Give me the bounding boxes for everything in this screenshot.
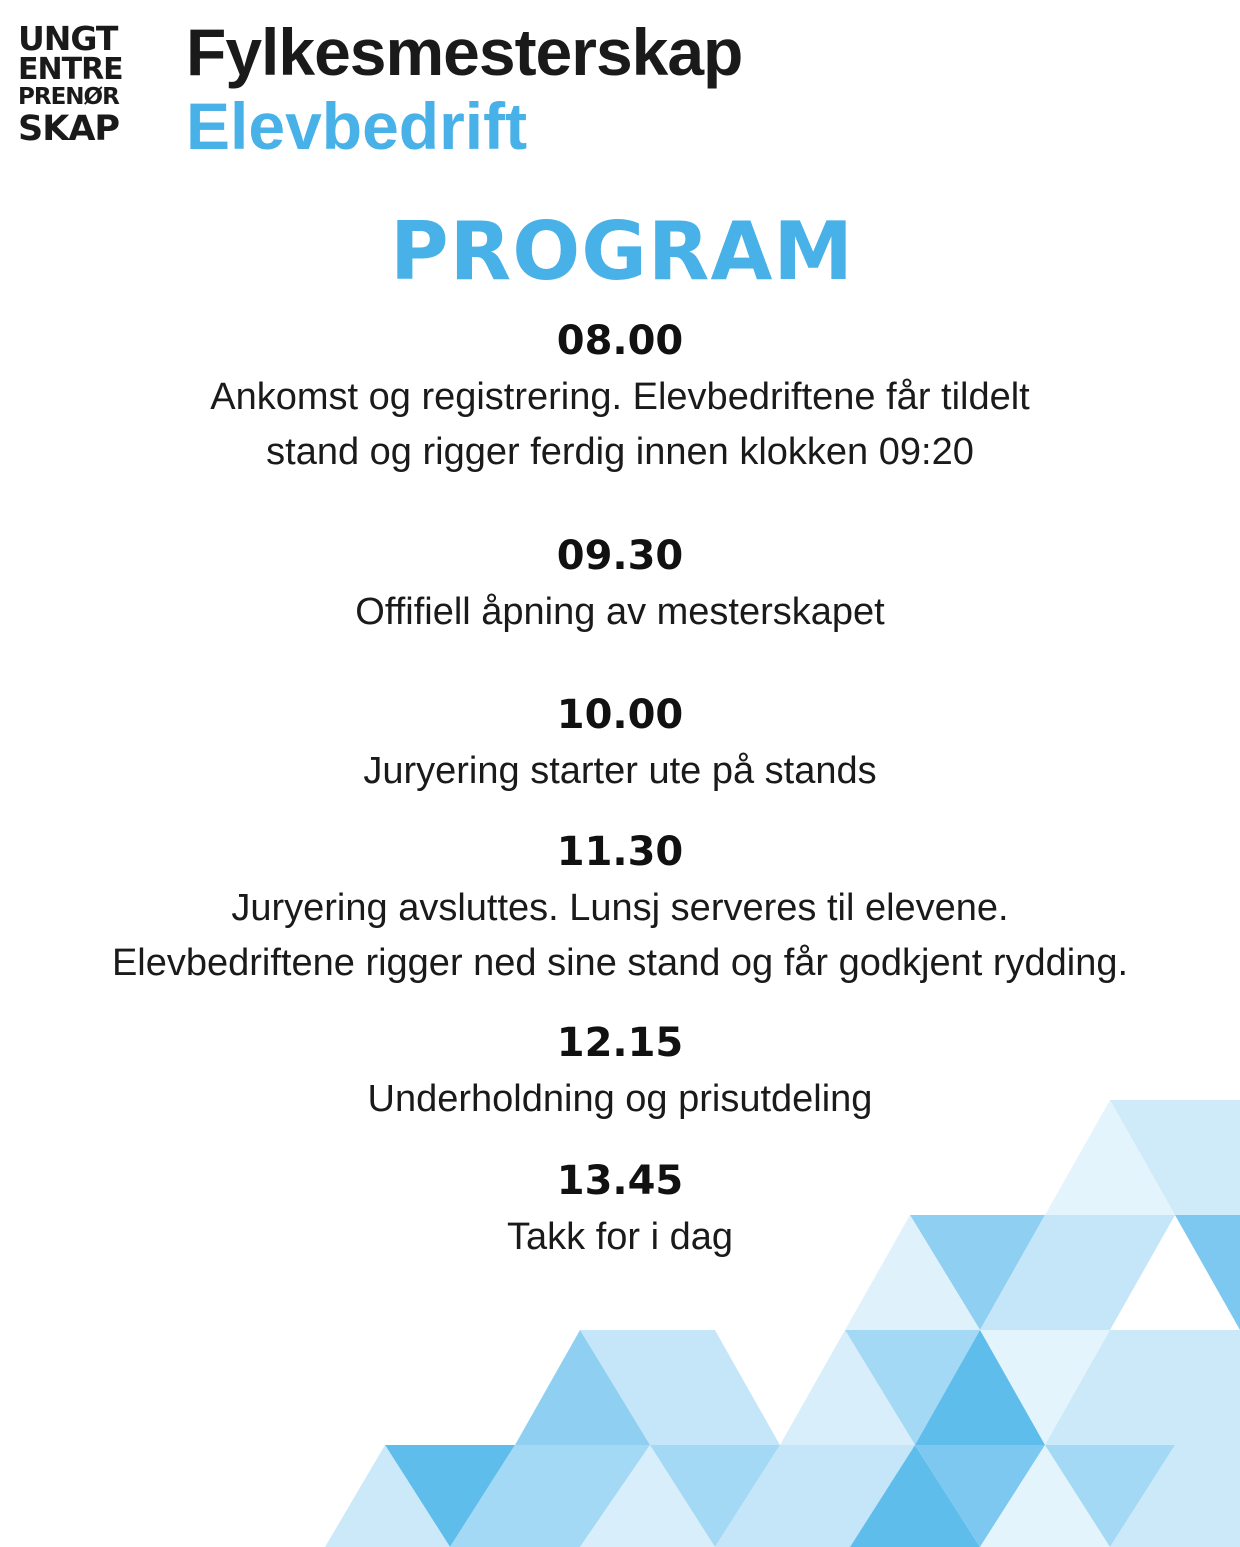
program-heading: PROGRAM (389, 205, 855, 298)
program-description: Juryering starter ute på stands (363, 750, 877, 792)
logo-line-2: ENTRE (18, 52, 123, 87)
program-description: Takk for i dag (507, 1216, 733, 1258)
program-item-0800 (0, 318, 1240, 480)
logo-line-4: SKAP (18, 109, 120, 149)
program-item-0930 (0, 533, 1240, 640)
logo-line-1: UNGT (18, 19, 118, 58)
program-time: 11.30 (556, 829, 684, 875)
program-time: 13.45 (556, 1158, 684, 1204)
program-time: 12.15 (556, 1020, 684, 1066)
event-subtitle: Elevbedrift (186, 89, 528, 163)
ungt-entreprenorskap-logo (18, 19, 138, 149)
program-time: 08.00 (556, 318, 684, 364)
program-item-1000 (0, 692, 1240, 799)
event-title: Fylkesmesterskap (186, 15, 743, 89)
program-time: 10.00 (556, 692, 684, 738)
program-time: 09.30 (556, 533, 684, 579)
program-description: Ankomst og registrering. Elevbedriftene får tildelt stand og rigger ferdig innen klokken 09:20 (210, 376, 1030, 473)
program-description: Offifiell åpning av mesterskapet (355, 591, 885, 633)
program-item-1215 (0, 1020, 1240, 1127)
program-item-1130 (0, 829, 1240, 991)
program-description: Underholdning og prisutdeling (367, 1078, 873, 1120)
program-item-1345 (0, 1158, 1240, 1265)
logo-line-3: PRENØR (18, 84, 119, 110)
program-description: Juryering avsluttes. Lunsj serveres til elevene. Elevbedriftene rigger ned sine stand og får godkjent rydding. (111, 887, 1129, 984)
